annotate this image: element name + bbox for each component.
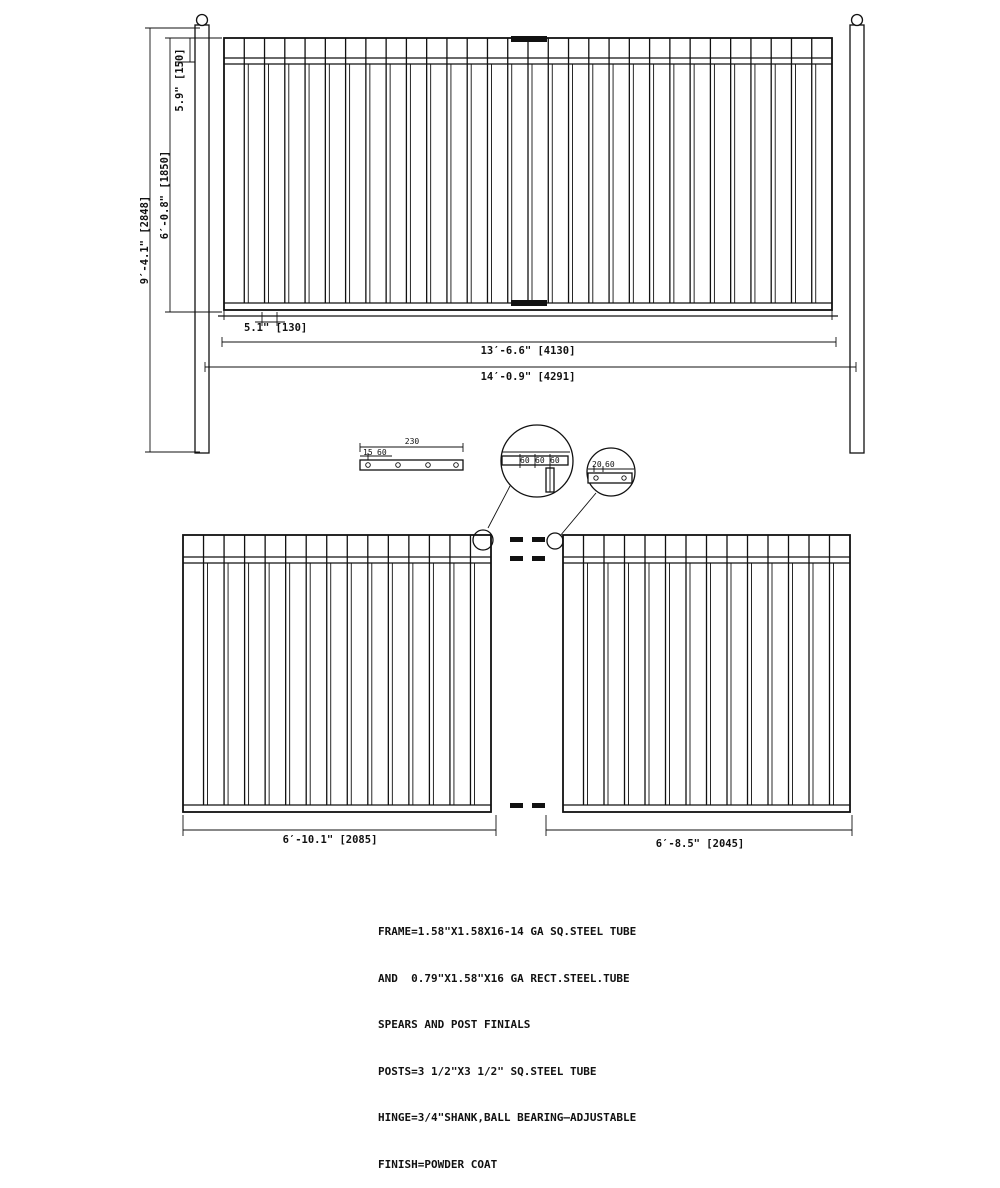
left-post-finial [197,15,208,26]
gate-height-label: 6′-0.8" [1850] [159,150,171,240]
right-post [850,25,864,453]
spec-note: FRAME=1.58"X1.58X16-14 GA SQ.STEEL TUBE [378,925,637,938]
gate-width-label: 13′-6.6" [4130] [480,345,576,357]
spec-note: POSTS=3 1/2"X3 1/2" SQ.STEEL TUBE [378,1064,597,1078]
left-leaf-detail-circle [473,530,493,550]
assembled-gate-elevation [195,15,864,454]
center-hinge-parts [510,537,545,808]
plate-hole-start-label: 15 [363,448,373,457]
top-band-label: 5.9" [150] [174,48,186,112]
top-gate-pickets [244,38,815,303]
right-leaf-pickets [584,535,834,805]
overall-height-label: 9′-4.1" [2848] [139,195,151,285]
left-leaf-pickets [204,535,475,805]
spec-note: FINISH=POWDER COAT [378,1157,498,1171]
circle-left-value-2: 60 [535,456,545,465]
leaf-dimensions [183,815,852,850]
circle-right-value-2: 60 [605,460,615,469]
spec-notes [378,893,636,1188]
center-latch-upper [511,36,547,42]
plate-hole-pitch-label: 60 [377,448,387,457]
right-post-finial [852,15,863,26]
circle-left-value-3: 60 [550,456,560,465]
circle-left-value-1: 60 [520,456,530,465]
horizontal-dimensions-top [205,312,856,383]
right-leaf-width-label: 6′-8.5" [2045] [655,838,745,850]
hinge-plate [360,460,463,470]
left-leaf-width-label: 6′-10.1" [2085] [282,834,378,846]
plate-length-label: 230 [404,437,420,446]
left-post [195,25,209,453]
left-gate-leaf [183,530,493,812]
center-latch-lower [511,300,547,306]
post-to-post-label: 14′-0.9" [4291] [480,371,576,383]
spec-note: SPEARS AND POST FINIALS [378,1018,531,1031]
circle-right-value-1: 20 [592,460,602,469]
spec-note: HINGE=3/4"SHANK,BALL BEARING—ADJUSTABLE [378,1111,637,1124]
spec-note: AND 0.79"X1.58"X16 GA RECT.STEEL.TUBE [378,971,630,985]
right-gate-leaf [563,535,850,812]
hinge-detail-circle-left [488,425,573,528]
hinge-plate-detail [360,437,463,470]
picket-spacing-label: 5.1" [130] [244,322,308,334]
